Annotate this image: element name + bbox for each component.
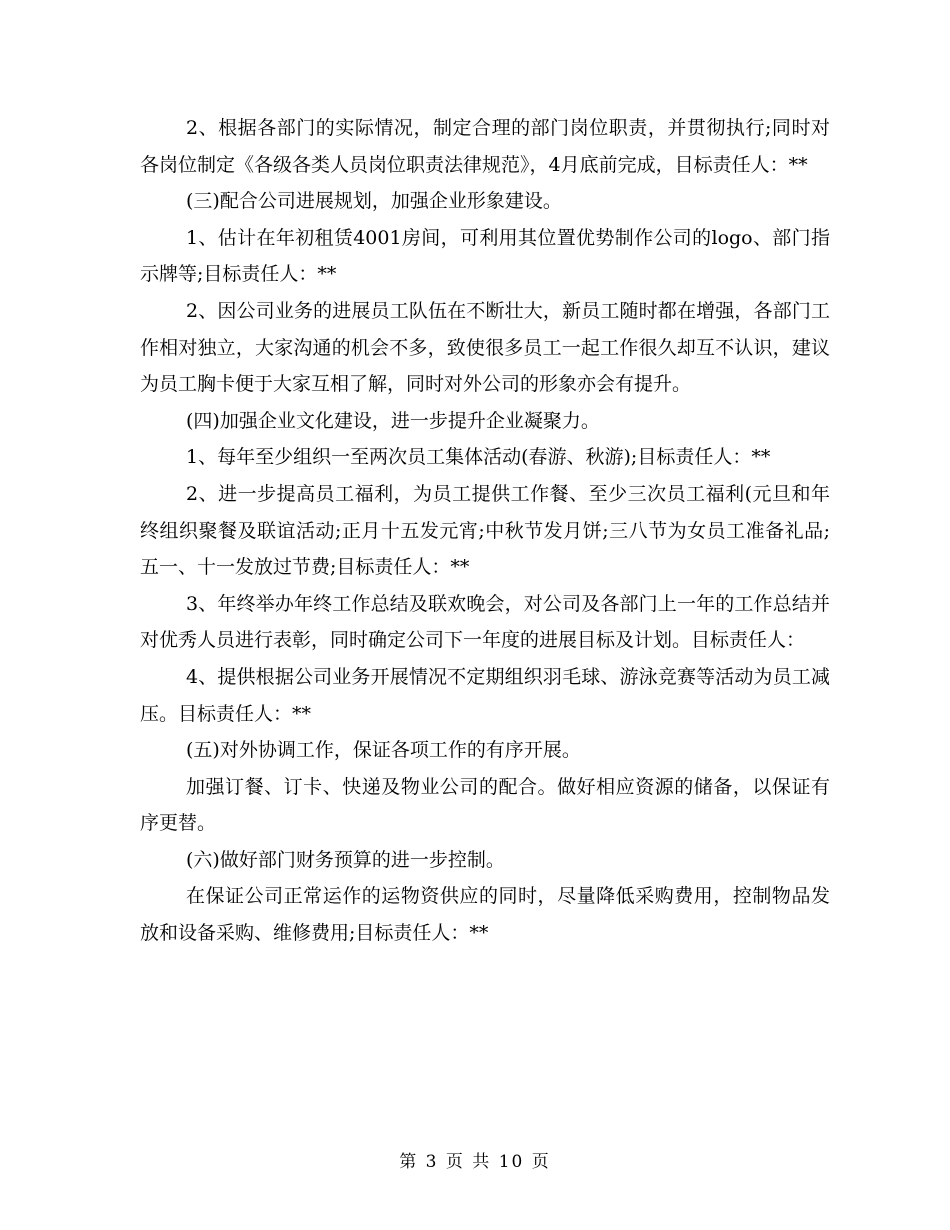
- paragraph: 4、提供根据公司业务开展情况不定期组织羽毛球、游泳竞赛等活动为员工减压。目标责任人：**: [140, 665, 830, 725]
- paragraph: 2、因公司业务的进展员工队伍在不断壮大，新员工随时都在增强，各部门工作相对独立，大家沟通的机会不多，致使很多员工一起工作很久却互不认识，建议为员工胸卡便于大家互相了解，同时对外公司的形象亦会有提升。: [140, 299, 830, 396]
- paragraph: 在保证公司正常运作的运物资供应的同时，尽量降低采购费用，控制物品发放和设备采购、维修费用;目标责任人：**: [140, 885, 830, 945]
- section-heading: (四)加强企业文化建设，进一步提升企业凝聚力。: [186, 409, 600, 432]
- section-heading: (六)做好部门财务预算的进一步控制。: [186, 848, 505, 871]
- paragraph: 2、根据各部门的实际情况，制定合理的部门岗位职责，并贯彻执行;同时对各岗位制定《各级各类人员岗位职责法律规范》，4月底前完成，目标责任人：**: [140, 117, 830, 176]
- page-number-footer: 第 3 页 共 10 页: [399, 1152, 551, 1172]
- paragraph: 加强订餐、订卡、快递及物业公司的配合。做好相应资源的储备，以保证有序更替。: [140, 775, 830, 835]
- document-body: [0, 110, 950, 952]
- section-heading: (五)对外协调工作，保证各项工作的有序开展。: [186, 739, 581, 762]
- paragraph: 1、估计在年初租赁4001房间，可利用其位置优势制作公司的logo、部门指示牌等;目标责任人：**: [140, 226, 830, 286]
- section-heading: (三)配合公司进展规划，加强企业形象建设。: [186, 190, 562, 213]
- paragraph: 3、年终举办年终工作总结及联欢晚会，对公司及各部门上一年的工作总结并对优秀人员进行表彰，同时确定公司下一年度的进展目标及计划。目标责任人：: [140, 592, 830, 652]
- paragraph: 1、每年至少组织一至两次员工集体活动(春游、秋游);目标责任人：**: [186, 446, 771, 469]
- paragraph: 2、进一步提高员工福利，为员工提供工作餐、至少三次员工福利(元旦和年终组织聚餐及联谊活动;正月十五发元宵;中秋节发月饼;三八节为女员工准备礼品;五一、十一发放过节费;目标责任人：**: [140, 482, 830, 579]
